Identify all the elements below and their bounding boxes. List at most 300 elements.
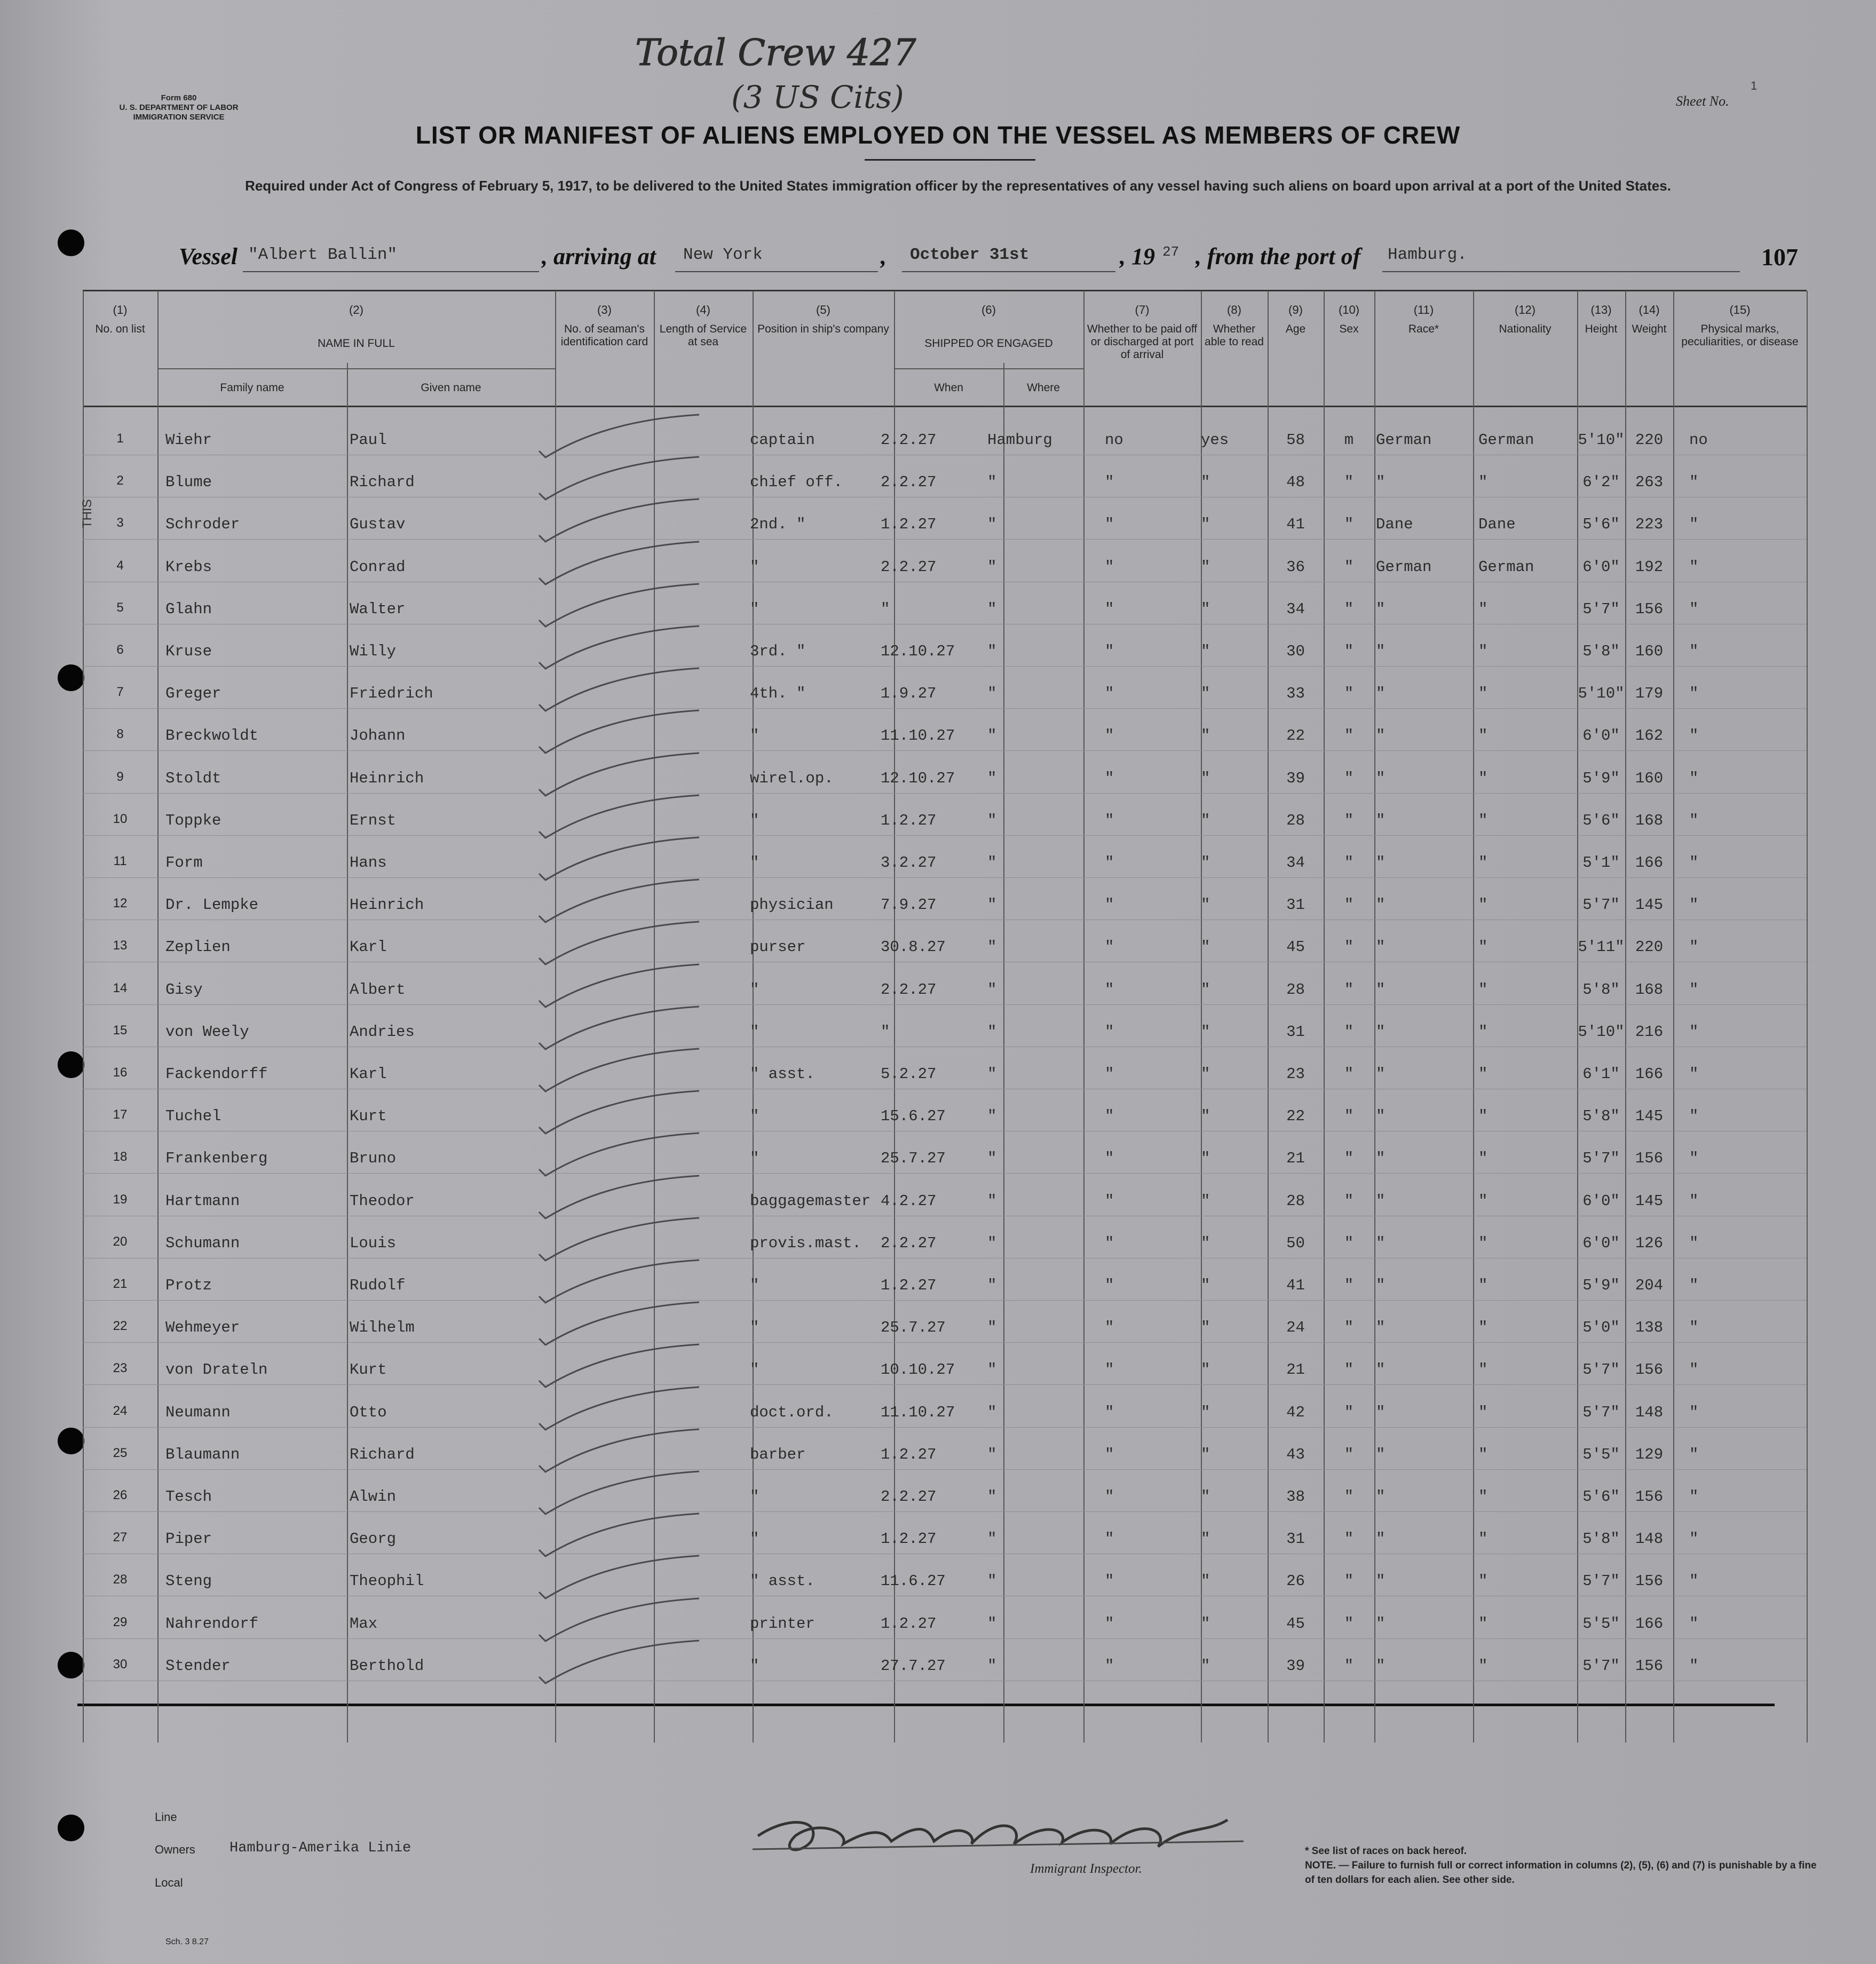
cell-paid-off: " — [1105, 854, 1114, 872]
cell-paid-off: " — [1105, 1361, 1114, 1379]
cell-read: " — [1201, 1530, 1210, 1548]
column-header: Length of Service at sea — [659, 323, 747, 348]
cell-when: 27.7.27 — [881, 1657, 946, 1675]
cell-read: " — [1201, 1234, 1210, 1252]
cell-weight: 192 — [1635, 558, 1664, 576]
cell-no: 15 — [113, 1023, 128, 1038]
column-number: (4) — [696, 303, 710, 316]
cell-family: Blume — [165, 473, 212, 492]
pencil-check-mark — [534, 414, 710, 462]
cell-when: 10.10.27 — [881, 1361, 955, 1379]
cell-sex: " — [1344, 685, 1354, 703]
cell-no: 11 — [113, 854, 127, 868]
cell-age: 38 — [1286, 1488, 1305, 1506]
cell-where: " — [987, 1403, 997, 1421]
cell-where: " — [987, 1150, 997, 1168]
pencil-check-mark — [534, 667, 710, 715]
cell-marks: " — [1689, 1150, 1699, 1168]
cell-read: " — [1201, 1192, 1210, 1210]
cell-age: 42 — [1286, 1403, 1305, 1421]
cell-height: 5'7" — [1582, 1657, 1620, 1675]
cell-position: " — [750, 1023, 759, 1041]
cell-height: 5'9" — [1582, 769, 1620, 787]
svg-text:Total Crew 427: Total Crew 427 — [635, 32, 916, 74]
cell-weight: 129 — [1635, 1445, 1664, 1463]
pencil-check-mark — [534, 1132, 710, 1180]
cell-when: 2.2.27 — [881, 1488, 937, 1506]
owners-label: Owners — [155, 1843, 195, 1856]
cell-nationality: " — [1478, 600, 1488, 618]
cell-weight: 156 — [1635, 600, 1664, 618]
cell-when: 15.6.27 — [881, 1107, 946, 1126]
cell-sex: " — [1344, 1530, 1354, 1548]
cell-weight: 168 — [1635, 811, 1664, 829]
cell-marks: " — [1689, 854, 1699, 872]
cell-read: " — [1201, 516, 1210, 534]
cell-read: " — [1201, 1614, 1210, 1633]
form-identifier — [101, 93, 256, 122]
cell-height: 5'10" — [1578, 431, 1625, 449]
cell-where: " — [987, 1530, 997, 1548]
row-rule — [83, 1173, 1807, 1174]
cell-weight: 126 — [1635, 1234, 1664, 1252]
column-number: (8) — [1227, 303, 1241, 316]
cell-position: barber — [750, 1445, 806, 1463]
cell-paid-off: " — [1105, 1065, 1114, 1083]
cell-family: Wiehr — [165, 431, 212, 449]
cell-position: baggagemaster — [750, 1192, 871, 1210]
cell-read: " — [1201, 896, 1210, 914]
cell-nationality: " — [1478, 896, 1488, 914]
row-rule — [83, 835, 1807, 836]
cell-no: 24 — [113, 1403, 128, 1418]
column-number: (10) — [1338, 303, 1360, 316]
sheet-number: 1 — [1751, 79, 1758, 92]
cell-where: " — [987, 1657, 997, 1675]
cell-sex: " — [1344, 980, 1354, 999]
cell-sex: " — [1344, 600, 1354, 618]
cell-marks: " — [1689, 1488, 1699, 1506]
cell-race: Dane — [1376, 516, 1413, 534]
cell-nationality: German — [1478, 558, 1534, 576]
row-rule — [83, 1469, 1807, 1470]
cell-family: von Weely — [165, 1023, 249, 1041]
cell-race: " — [1376, 1488, 1386, 1506]
cell-paid-off: " — [1105, 811, 1114, 829]
cell-when: 2.2.27 — [881, 431, 937, 449]
row-rule — [83, 1300, 1807, 1301]
column-number: (13) — [1590, 303, 1612, 316]
cell-marks: " — [1689, 1234, 1699, 1252]
cell-when: 1.2.27 — [881, 1277, 937, 1294]
cell-read: " — [1201, 1107, 1210, 1126]
cell-height: 5'7" — [1582, 1150, 1620, 1168]
cell-position: " — [750, 1150, 759, 1168]
cell-marks: " — [1689, 643, 1699, 660]
cell-family: Protz — [165, 1277, 212, 1294]
cell-where: " — [987, 1614, 997, 1633]
cell-age: 28 — [1286, 811, 1305, 829]
punch-hole — [58, 664, 84, 691]
cell-weight: 220 — [1635, 431, 1664, 449]
cell-weight: 166 — [1635, 1065, 1664, 1083]
punch-hole — [58, 1051, 84, 1078]
cell-where: " — [987, 1572, 997, 1590]
cell-nationality: " — [1478, 1530, 1488, 1548]
cell-no: 17 — [113, 1107, 128, 1122]
sub-header-rule — [157, 368, 555, 369]
cell-race: " — [1376, 1023, 1386, 1041]
cell-nationality: " — [1478, 1023, 1488, 1041]
pencil-check-mark — [534, 1470, 710, 1518]
cell-marks: " — [1689, 1107, 1699, 1126]
cell-nationality: " — [1478, 980, 1488, 999]
cell-given: Johann — [350, 727, 406, 745]
cell-read: " — [1201, 980, 1210, 999]
cell-age: 23 — [1286, 1065, 1305, 1083]
column-divider — [894, 291, 895, 1743]
year-suffix: 27 — [1162, 244, 1180, 260]
cell-sex: " — [1344, 643, 1354, 660]
sub-column-divider — [1003, 363, 1004, 1743]
column-number: (12) — [1514, 303, 1536, 316]
cell-nationality: " — [1478, 1488, 1488, 1506]
column-divider — [1577, 291, 1578, 1743]
pencil-check-mark — [534, 1428, 710, 1476]
cell-given: Berthold — [350, 1657, 424, 1675]
cell-marks: " — [1689, 1614, 1699, 1633]
cell-family: Schroder — [165, 516, 240, 534]
cell-weight: 156 — [1635, 1657, 1664, 1675]
cell-sex: " — [1344, 1361, 1354, 1379]
cell-when: 2.2.27 — [881, 558, 937, 576]
cell-given: Max — [350, 1614, 378, 1633]
cell-family: Form — [165, 854, 203, 872]
cell-sex: m — [1344, 431, 1354, 449]
handwritten-total-crew — [624, 28, 1078, 118]
cell-race: " — [1376, 769, 1386, 787]
cell-given: Heinrich — [350, 896, 424, 914]
cell-paid-off: " — [1105, 685, 1114, 703]
pencil-check-mark — [534, 1343, 710, 1391]
cell-no: 4 — [116, 558, 124, 573]
pencil-check-mark — [534, 878, 710, 926]
column-number: (15) — [1729, 303, 1751, 316]
cell-position: " — [750, 811, 759, 829]
column-header: Physical marks, peculiarities, or disease — [1681, 323, 1799, 348]
cell-family: Gisy — [165, 980, 203, 999]
cell-paid-off: " — [1105, 1192, 1114, 1210]
cell-paid-off: " — [1105, 473, 1114, 492]
cell-family: Kruse — [165, 643, 212, 660]
cell-when: 25.7.27 — [881, 1150, 946, 1168]
cell-when: 1.2.27 — [881, 516, 937, 534]
vessel-label: Vessel — [179, 243, 238, 270]
cell-read: " — [1201, 938, 1210, 956]
cell-sex: " — [1344, 1150, 1354, 1168]
cell-sex: " — [1344, 1657, 1354, 1675]
cell-where: " — [987, 1488, 997, 1506]
cell-position: 2nd. " — [750, 516, 806, 534]
cell-given: Conrad — [350, 558, 406, 576]
cell-when: 1.2.27 — [881, 811, 937, 829]
row-rule — [83, 793, 1807, 794]
schedule-code: Sch. 3 8.27 — [165, 1937, 209, 1946]
column-divider — [1374, 291, 1375, 1743]
cell-when: " — [881, 1023, 890, 1041]
cell-given: Richard — [350, 473, 415, 492]
pencil-check-mark — [534, 1217, 710, 1265]
cell-position: " — [750, 1277, 759, 1294]
column-header: Whether to be paid off or discharged at port of arrival — [1087, 323, 1198, 361]
cell-marks: " — [1689, 1319, 1699, 1337]
cell-race: " — [1376, 1572, 1386, 1590]
cell-no: 10 — [113, 811, 128, 826]
cell-given: Georg — [350, 1530, 397, 1548]
cell-weight: 166 — [1635, 854, 1664, 872]
cell-read: " — [1201, 1572, 1210, 1590]
cell-height: 5'6" — [1582, 811, 1620, 829]
arrival-underline — [675, 271, 878, 272]
cell-given: Heinrich — [350, 769, 424, 787]
cell-family: von Drateln — [165, 1361, 268, 1379]
cell-race: " — [1376, 1234, 1386, 1252]
cell-race: " — [1376, 685, 1386, 703]
cell-sex: " — [1344, 896, 1354, 914]
cell-sex: " — [1344, 1277, 1354, 1294]
cell-sex: " — [1344, 938, 1354, 956]
cell-position: captain — [750, 431, 815, 449]
pencil-check-mark — [534, 836, 710, 884]
cell-sex: " — [1344, 1403, 1354, 1421]
cell-where: " — [987, 1277, 997, 1294]
footnote — [1305, 1844, 1817, 1887]
cell-race: " — [1376, 1107, 1386, 1126]
title-rule — [865, 159, 1035, 161]
cell-no: 13 — [113, 938, 128, 953]
cell-where: " — [987, 473, 997, 492]
cell-given: Louis — [350, 1234, 397, 1252]
cell-sex: " — [1344, 1319, 1354, 1337]
column-number: (14) — [1638, 303, 1660, 316]
cell-paid-off: " — [1105, 1319, 1114, 1337]
cell-age: 45 — [1286, 1614, 1305, 1633]
cell-when: 11.6.27 — [881, 1572, 946, 1590]
cell-weight: 156 — [1635, 1572, 1664, 1590]
cell-sex: " — [1344, 1192, 1354, 1210]
column-divider — [1083, 291, 1085, 1743]
cell-paid-off: " — [1105, 1530, 1114, 1548]
cell-no: 3 — [116, 516, 124, 530]
cell-position: " — [750, 1319, 759, 1337]
vessel-name: "Albert Ballin" — [248, 246, 398, 264]
cell-no: 28 — [113, 1572, 128, 1587]
cell-read: yes — [1201, 431, 1229, 449]
punch-hole — [58, 229, 84, 256]
pencil-check-mark — [534, 1301, 710, 1349]
pencil-check-mark — [534, 1259, 710, 1307]
row-rule — [83, 1342, 1807, 1343]
cell-given: Rudolf — [350, 1277, 406, 1294]
cell-nationality: " — [1478, 1403, 1488, 1421]
cell-age: 22 — [1286, 1107, 1305, 1126]
cell-nationality: " — [1478, 473, 1488, 492]
cell-weight: 145 — [1635, 1107, 1664, 1126]
cell-sex: " — [1344, 769, 1354, 787]
cell-when: 2.2.27 — [881, 980, 937, 999]
cell-paid-off: " — [1105, 727, 1114, 745]
cell-paid-off: " — [1105, 1572, 1114, 1590]
cell-marks: " — [1689, 1572, 1699, 1590]
cell-when: 7.9.27 — [881, 896, 937, 914]
cell-when: 12.10.27 — [881, 769, 955, 787]
sub-header-rule — [894, 368, 1083, 369]
cell-marks: " — [1689, 811, 1699, 829]
cell-when: " — [881, 600, 890, 618]
cell-family: Tesch — [165, 1488, 212, 1506]
cell-paid-off: " — [1105, 1445, 1114, 1463]
cell-family: Dr. Lempke — [165, 896, 259, 914]
cell-paid-off: " — [1105, 938, 1114, 956]
pencil-check-mark — [534, 1512, 710, 1561]
cell-age: 28 — [1286, 1192, 1305, 1210]
cell-weight: 166 — [1635, 1614, 1664, 1633]
cell-family: Neumann — [165, 1403, 231, 1421]
cell-nationality: " — [1478, 685, 1488, 703]
column-header: SHIPPED OR ENGAGED — [924, 337, 1053, 350]
pencil-check-mark — [534, 625, 710, 673]
cell-race: German — [1376, 558, 1432, 576]
cell-no: 27 — [113, 1530, 128, 1545]
cell-height: 6'2" — [1582, 473, 1620, 492]
cell-sex: " — [1344, 1572, 1354, 1590]
cell-age: 48 — [1286, 473, 1305, 492]
cell-race: " — [1376, 896, 1386, 914]
cell-position: " — [750, 1530, 759, 1548]
cell-marks: " — [1689, 685, 1699, 703]
cell-weight: 156 — [1635, 1488, 1664, 1506]
departure-port: Hamburg. — [1388, 246, 1467, 264]
column-divider — [1807, 291, 1808, 1743]
pencil-check-mark — [534, 541, 710, 589]
row-rule — [83, 666, 1807, 667]
column-header: No. of seaman's identification card — [560, 323, 648, 348]
cell-given: Wilhelm — [350, 1319, 415, 1337]
cell-race: " — [1376, 1319, 1386, 1337]
pencil-check-mark — [534, 1090, 710, 1138]
cell-sex: " — [1344, 473, 1354, 492]
cell-nationality: " — [1478, 1192, 1488, 1210]
cell-age: 31 — [1286, 1530, 1305, 1548]
cell-nationality: " — [1478, 1657, 1488, 1675]
cell-sex: " — [1344, 1488, 1354, 1506]
cell-nationality: " — [1478, 1234, 1488, 1252]
cell-age: 28 — [1286, 980, 1305, 999]
cell-paid-off: " — [1105, 516, 1114, 534]
cell-given: Friedrich — [350, 685, 433, 703]
cell-paid-off: " — [1105, 1234, 1114, 1252]
cell-given: Gustav — [350, 516, 406, 534]
cell-marks: " — [1689, 473, 1699, 492]
cell-family: Piper — [165, 1530, 212, 1548]
cell-no: 14 — [113, 980, 128, 995]
cell-age: 36 — [1286, 558, 1305, 576]
cell-family: Breckwoldt — [165, 727, 259, 745]
cell-no: 8 — [116, 727, 124, 742]
cell-marks: " — [1689, 1657, 1699, 1675]
cell-age: 39 — [1286, 769, 1305, 787]
cell-no: 18 — [113, 1150, 128, 1165]
pencil-check-mark — [534, 1048, 710, 1096]
cell-paid-off: " — [1105, 1150, 1114, 1168]
row-rule — [83, 1004, 1807, 1005]
cell-nationality: " — [1478, 1150, 1488, 1168]
cell-where: " — [987, 1107, 997, 1126]
cell-height: 5'5" — [1582, 1445, 1620, 1463]
cell-height: 5'8" — [1582, 643, 1620, 660]
year-prefix: , 19 — [1120, 243, 1155, 270]
cell-race: " — [1376, 600, 1386, 618]
cell-paid-off: " — [1105, 980, 1114, 999]
cell-marks: " — [1689, 558, 1699, 576]
cell-family: Glahn — [165, 600, 212, 618]
cell-no: 21 — [113, 1277, 128, 1291]
header-bottom-border — [83, 406, 1807, 407]
pencil-check-mark — [534, 456, 710, 504]
cell-no: 20 — [113, 1234, 128, 1249]
cell-age: 31 — [1286, 896, 1305, 914]
cell-race: " — [1376, 1192, 1386, 1210]
cell-read: " — [1201, 1445, 1210, 1463]
cell-paid-off: " — [1105, 896, 1114, 914]
cell-sex: " — [1344, 1023, 1354, 1041]
cell-position: 3rd. " — [750, 643, 806, 660]
cell-height: 5'5" — [1582, 1614, 1620, 1633]
sub-column-header: Given name — [421, 382, 481, 394]
pencil-check-mark — [534, 1005, 710, 1054]
cell-age: 21 — [1286, 1361, 1305, 1379]
pencil-check-mark — [534, 709, 710, 757]
cell-position: doct.ord. — [750, 1403, 834, 1421]
cell-no: 2 — [116, 473, 124, 488]
cell-paid-off: " — [1105, 558, 1114, 576]
cell-read: " — [1201, 1150, 1210, 1168]
cell-height: 5'7" — [1582, 1572, 1620, 1590]
cell-read: " — [1201, 727, 1210, 745]
cell-read: " — [1201, 1657, 1210, 1675]
cell-paid-off: " — [1105, 1614, 1114, 1633]
cell-race: " — [1376, 1614, 1386, 1633]
cell-where: " — [987, 727, 997, 745]
cell-nationality: " — [1478, 1361, 1488, 1379]
cell-where: " — [987, 769, 997, 787]
cell-paid-off: " — [1105, 1657, 1114, 1675]
cell-position: " — [750, 727, 759, 745]
cell-height: 6'0" — [1582, 558, 1620, 576]
cell-height: 5'0" — [1582, 1319, 1620, 1337]
column-header: Weight — [1632, 323, 1667, 335]
cell-family: Hartmann — [165, 1192, 240, 1210]
cell-race: " — [1376, 1065, 1386, 1083]
cell-marks: " — [1689, 1530, 1699, 1548]
cell-position: 4th. " — [750, 685, 806, 703]
column-divider — [1268, 291, 1269, 1743]
date-underline — [902, 271, 1115, 272]
cell-nationality: " — [1478, 1107, 1488, 1126]
cell-height: 5'10" — [1578, 685, 1625, 703]
cell-marks: " — [1689, 769, 1699, 787]
cell-height: 6'0" — [1582, 1234, 1620, 1252]
